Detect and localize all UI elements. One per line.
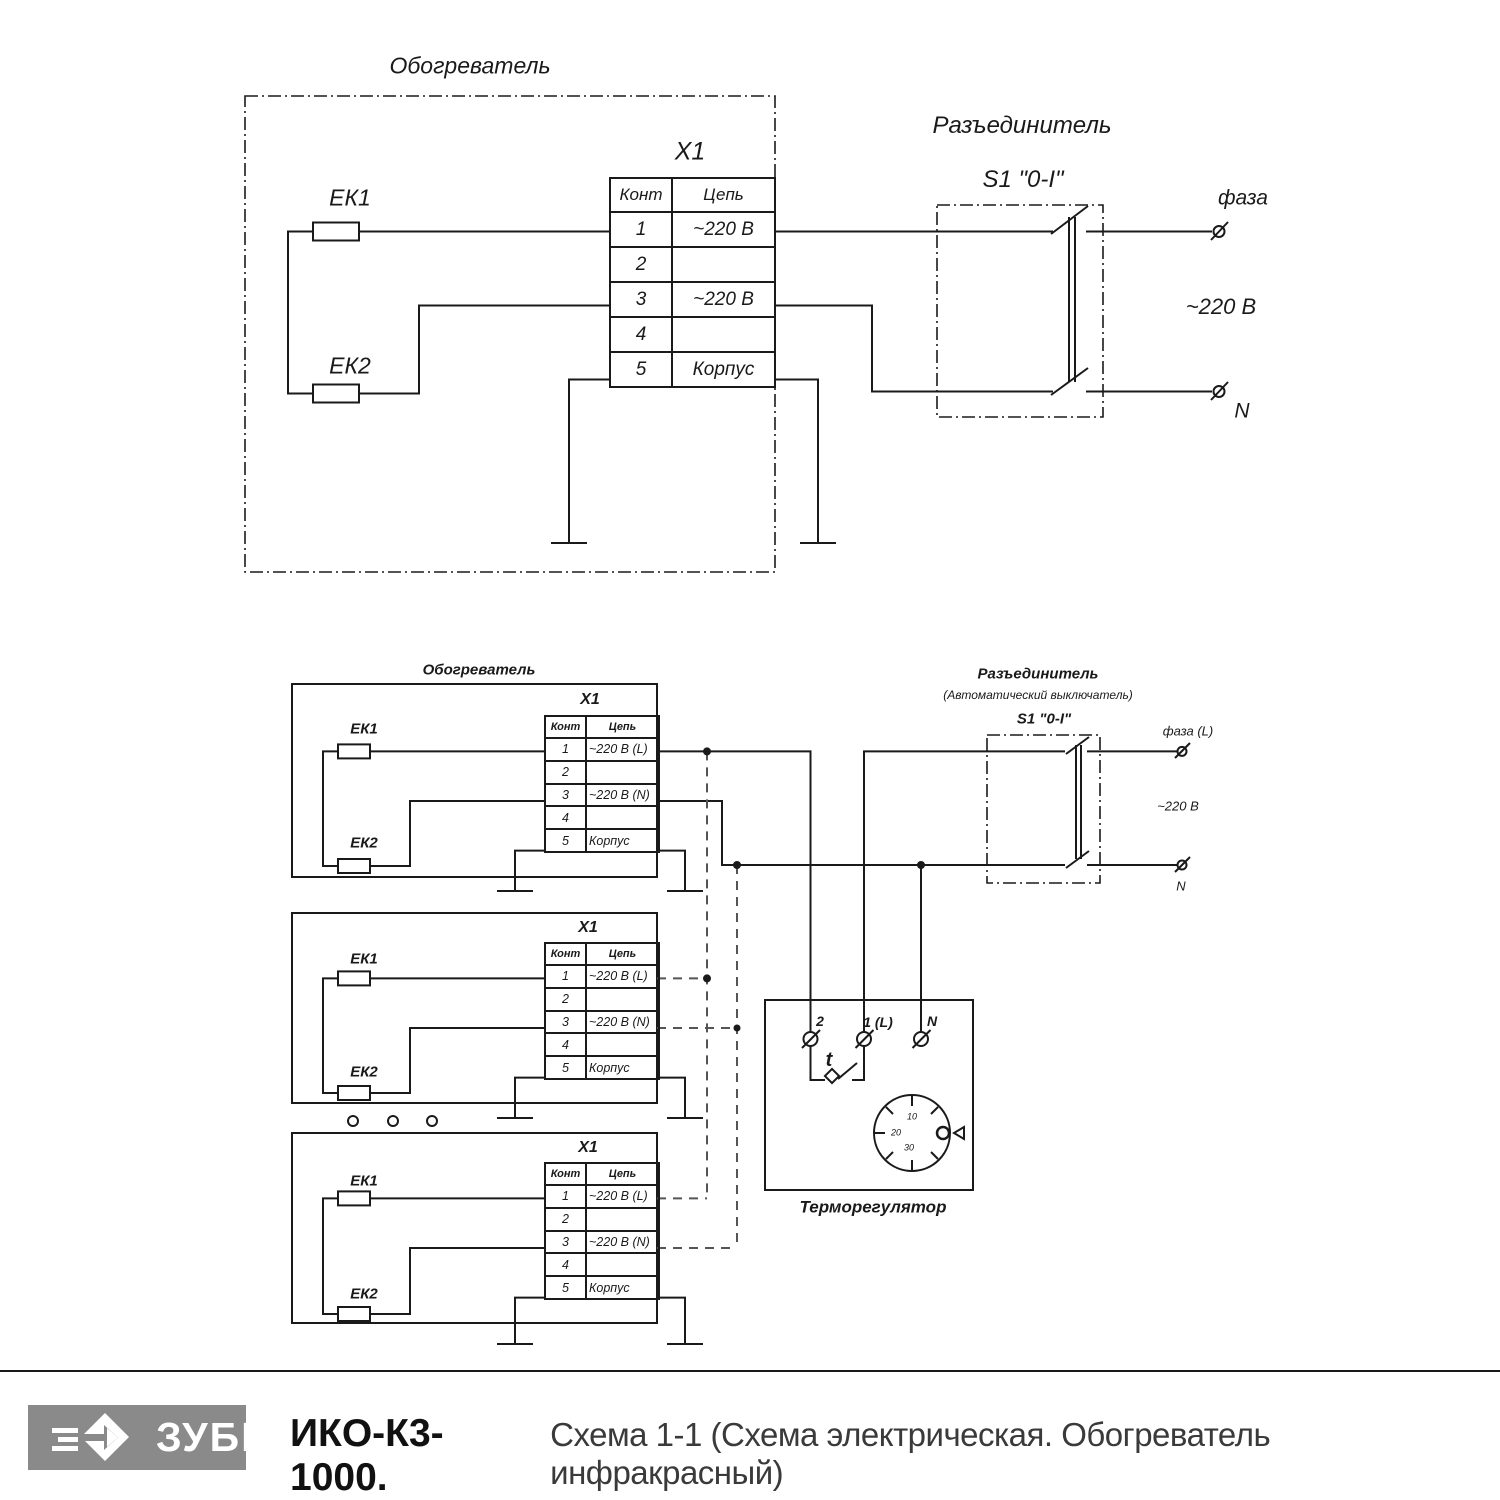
ground-symbol: [497, 1298, 545, 1344]
circuit-cell: [586, 806, 659, 829]
circuit-cell: ~220 В: [672, 282, 775, 317]
distribution-wires: [657, 751, 1065, 1032]
top-ek2-label: ЕК2: [329, 352, 371, 379]
heater2-ek1-label: ЕК1: [350, 950, 378, 968]
top-neutral-label: N: [1234, 399, 1250, 423]
top-x1-title: X1: [674, 137, 706, 166]
heater1-x1-title: X1: [580, 691, 600, 708]
zubr-logo: [28, 1405, 271, 1470]
pin-cell: 5: [545, 1056, 586, 1079]
pin-cell: 3: [545, 1231, 586, 1254]
col-header-circuit: Цепь: [586, 1163, 659, 1185]
top-ground-symbols: [551, 380, 836, 544]
thermostat-terminal1-label: 1 (L): [863, 1014, 893, 1030]
thermal-contact: [811, 1046, 865, 1083]
bottom-disconnector-sublabel: (Автоматический выключатель): [943, 688, 1133, 702]
top-heater-label: Обогреватель: [389, 52, 551, 79]
pin-cell: 4: [545, 806, 586, 829]
col-header-circuit: Цепь: [586, 943, 659, 965]
pin-cell: 4: [610, 317, 672, 352]
switch-link: [1069, 217, 1075, 382]
col-header-circuit: Цепь: [672, 178, 775, 212]
circuit-cell: Корпус: [586, 1056, 659, 1079]
switch-blade-top: [1066, 737, 1089, 754]
thermostat-terminal2-label: 2: [816, 1013, 824, 1029]
pin-cell: 2: [545, 988, 586, 1011]
top-phase-label: фаза: [1218, 186, 1268, 210]
circuit-cell: Корпус: [586, 1276, 659, 1299]
col-header-pin: Конт: [545, 716, 586, 738]
top-switch-name: S1 "0-I": [982, 166, 1064, 193]
dial-tick-20: 20: [890, 1127, 902, 1138]
circuit-cell: ~220 В (L): [586, 965, 659, 988]
heater3-ek1-label: ЕК1: [350, 1172, 378, 1190]
circuit-cell: [586, 988, 659, 1011]
circuit-cell: ~220 В (N): [586, 1011, 659, 1034]
pin-cell: 3: [545, 1011, 586, 1034]
thermostat-dial: [874, 1095, 964, 1171]
pin-cell: 2: [545, 761, 586, 784]
ek2-resistor: [338, 859, 370, 873]
schema-title: Схема 1-1 (Схема электрическая. Обогреватель инфракрасный): [550, 1416, 1271, 1491]
switch-link: [1076, 745, 1081, 859]
ek1-resistor: [313, 223, 359, 241]
ek1-resistor: [338, 1191, 370, 1205]
ground-symbol: [497, 1078, 545, 1118]
pin-cell: 1: [610, 212, 672, 247]
top-connector-table: [609, 177, 776, 388]
circuit-cell: ~220 В (L): [586, 1185, 659, 1208]
top-voltage-label: ~220 В: [1185, 294, 1257, 319]
pin-cell: 1: [545, 738, 586, 761]
bottom-phase-label: фаза (L): [1162, 723, 1214, 739]
switch-blade-bottom: [1066, 851, 1089, 868]
circuit-cell: ~220 В (N): [586, 784, 659, 807]
bottom-disconnector-label: Разъединитель: [977, 665, 1099, 683]
bottom-voltage-label: ~220 В: [1157, 798, 1199, 814]
top-disconnector: [775, 205, 1228, 417]
circuit-cell: [586, 761, 659, 784]
top-disconnector-label: Разъединитель: [932, 112, 1112, 139]
circuit-cell: Корпус: [586, 829, 659, 852]
ek1-resistor: [338, 971, 370, 985]
circuit-cell: [586, 1253, 659, 1276]
footer-title: [290, 1412, 1500, 1500]
dial-tick-30: 30: [903, 1142, 915, 1153]
ground-symbol: [497, 851, 545, 891]
ek2-resistor: [313, 385, 359, 403]
pin-cell: 5: [545, 829, 586, 852]
pin-cell: 1: [545, 965, 586, 988]
pin-cell: 1: [545, 1185, 586, 1208]
pin-cell: 2: [545, 1208, 586, 1231]
col-header-pin: Конт: [545, 943, 586, 965]
pin-cell: 4: [545, 1253, 586, 1276]
heater3-connector-table: [544, 1162, 660, 1300]
more-heaters-ellipsis: [348, 1116, 437, 1126]
heater2-ek2-label: ЕК2: [350, 1063, 378, 1081]
heater3-ek2-label: ЕК2: [350, 1285, 378, 1303]
dial-tick-10: 10: [906, 1111, 918, 1122]
col-header-circuit: Цепь: [586, 716, 659, 738]
pin-cell: 2: [610, 247, 672, 282]
thermostat-label: Терморегулятор: [799, 1197, 947, 1217]
model-name: ИКО-К3-1000.: [290, 1412, 444, 1499]
bottom-neutral-label: N: [1176, 878, 1186, 894]
zubr-logo-text: ЗУБР: [156, 1414, 271, 1460]
pin-cell: 4: [545, 1033, 586, 1056]
circuit-cell: [672, 247, 775, 282]
circuit-cell: ~220 В (N): [586, 1231, 659, 1254]
circuit-cell: [586, 1208, 659, 1231]
thermostat-terminalN-label: N: [926, 1013, 938, 1029]
heater1-ek1-label: ЕК1: [350, 720, 378, 738]
pin-cell: 3: [610, 282, 672, 317]
ground-symbol: [657, 1298, 703, 1344]
col-header-pin: Конт: [545, 1163, 586, 1185]
circuit-cell: Корпус: [672, 352, 775, 387]
heater1-ek2-label: ЕК2: [350, 834, 378, 852]
top-ek1-label: ЕК1: [329, 184, 371, 211]
heater3-x1-title: X1: [578, 1139, 598, 1156]
dial-knob: [937, 1127, 949, 1139]
heater2-x1-title: X1: [578, 919, 598, 936]
circuit-cell: [586, 1033, 659, 1056]
circuit-cell: ~220 В: [672, 212, 775, 247]
col-header-pin: Конт: [610, 178, 672, 212]
circuit-cell: [672, 317, 775, 352]
ground-symbol: [657, 1078, 703, 1118]
ek1-resistor: [338, 744, 370, 758]
ground-symbol: [657, 851, 703, 891]
footer-divider: [0, 1370, 1500, 1372]
pin-cell: 5: [545, 1276, 586, 1299]
bottom-heater-label: Обогреватель: [422, 661, 536, 679]
heater2-connector-table: [544, 942, 660, 1080]
dashed-links: [657, 751, 737, 1248]
pin-cell: 5: [610, 352, 672, 387]
dial-pointer: [954, 1127, 964, 1139]
pin-cell: 3: [545, 784, 586, 807]
ek2-resistor: [338, 1307, 370, 1321]
heater1-connector-table: [544, 715, 660, 853]
ek2-resistor: [338, 1086, 370, 1100]
thermal-contact-t-label: t: [825, 1049, 833, 1071]
bottom-switch-name: S1 "0-I": [1016, 710, 1072, 728]
circuit-cell: ~220 В (L): [586, 738, 659, 761]
